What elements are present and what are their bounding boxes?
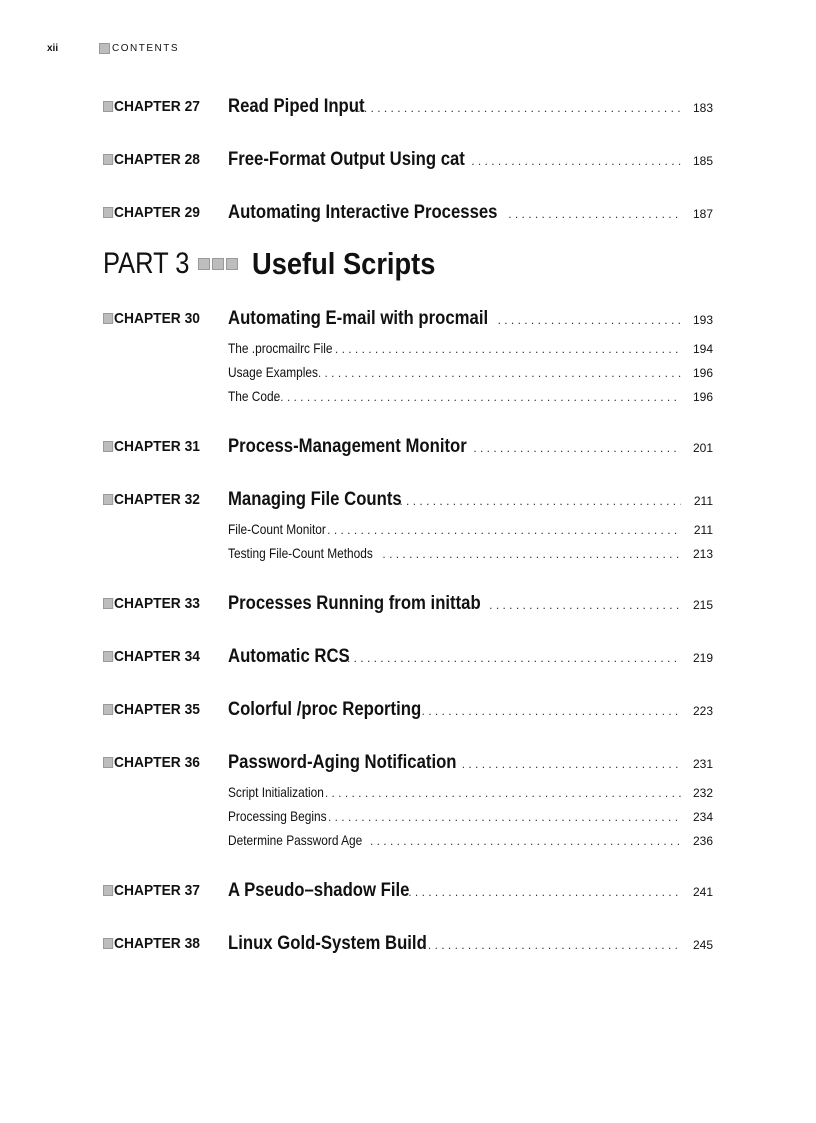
page-number: xii (47, 43, 59, 54)
chapter-label-text: CHAPTER 37 (114, 882, 200, 899)
chapter-entry (103, 593, 713, 615)
chapter-page-number: 231 (692, 757, 713, 771)
chapter-label (103, 151, 218, 168)
chapter-title: Colorful /proc Reporting (228, 699, 422, 720)
chapter-label (103, 648, 218, 665)
square-bullet-icon (103, 704, 113, 715)
square-bullet-icon (103, 101, 113, 112)
dot-leader (318, 366, 681, 380)
section-title: Processing Begins (228, 808, 327, 824)
dot-leader (327, 523, 681, 537)
chapter-entry (103, 489, 713, 569)
chapter-entry (103, 646, 713, 668)
chapter-entry-line (228, 149, 713, 171)
section-list (228, 521, 713, 569)
chapter-entry-line (228, 880, 713, 902)
chapters-before-part (103, 96, 713, 224)
chapter-title: Automatic RCS (228, 646, 350, 667)
part-label: PART 3 (103, 247, 190, 280)
chapter-entry (103, 699, 713, 721)
chapter-row[interactable] (103, 699, 713, 721)
part-title: Useful Scripts (252, 246, 436, 281)
square-bullet-icon (103, 207, 113, 218)
chapters-after-part (103, 308, 713, 955)
square-bullet-icon (103, 651, 113, 662)
chapter-label-text: CHAPTER 32 (114, 491, 200, 508)
part-squares-icon (198, 258, 240, 270)
chapter-page-number: 245 (692, 938, 713, 952)
chapter-row[interactable] (103, 593, 713, 615)
square-bullet-icon (103, 313, 113, 324)
chapter-label-text: CHAPTER 38 (114, 935, 200, 952)
chapter-label-text: CHAPTER 27 (114, 98, 200, 115)
chapter-title: Managing File Counts (228, 489, 402, 510)
dot-leader (328, 810, 681, 824)
section-list (228, 784, 713, 856)
chapter-label (103, 595, 218, 612)
chapter-label-text: CHAPTER 30 (114, 310, 200, 327)
chapter-row[interactable] (103, 96, 713, 118)
section-row[interactable] (228, 521, 713, 545)
section-row[interactable] (228, 832, 713, 856)
chapter-page-number: 201 (692, 441, 713, 455)
chapter-label-text: CHAPTER 33 (114, 595, 200, 612)
dot-leader (508, 207, 681, 221)
dot-leader (399, 494, 681, 508)
chapter-row[interactable] (103, 646, 713, 668)
chapter-entry (103, 933, 713, 955)
dot-leader (422, 704, 681, 718)
chapter-entry-line (228, 436, 713, 458)
section-title: Determine Password Age (228, 832, 363, 848)
dot-leader (340, 651, 681, 665)
section-title: The .procmailrc File (228, 340, 333, 356)
chapter-label-text: CHAPTER 31 (114, 438, 200, 455)
table-of-contents (103, 96, 713, 955)
chapter-row[interactable] (103, 933, 713, 955)
chapter-label (103, 491, 218, 508)
dot-leader (370, 834, 681, 848)
square-bullet-icon (103, 494, 113, 505)
chapter-page-number: 223 (692, 704, 713, 718)
chapter-row[interactable] (103, 149, 713, 171)
chapter-title: A Pseudo–shadow File (228, 880, 410, 901)
chapter-row[interactable] (103, 202, 713, 224)
section-title: The Code (228, 388, 281, 404)
section-page-number: 194 (692, 342, 713, 356)
chapter-label-text: CHAPTER 29 (114, 204, 200, 221)
chapter-entry-line (228, 593, 713, 615)
dot-leader (335, 342, 681, 356)
dot-leader (462, 757, 681, 771)
section-list (228, 340, 713, 412)
chapter-page-number: 193 (692, 313, 713, 327)
chapter-label (103, 204, 218, 221)
chapter-entry (103, 149, 713, 171)
section-page-number: 234 (692, 810, 713, 824)
chapter-label (103, 701, 218, 718)
section-title: Usage Examples (228, 364, 318, 380)
dot-leader (471, 154, 681, 168)
chapter-entry (103, 752, 713, 856)
chapter-page-number: 187 (692, 207, 713, 221)
dot-leader (325, 786, 681, 800)
square-bullet-icon (103, 885, 113, 896)
chapter-label (103, 754, 218, 771)
chapter-label (103, 98, 218, 115)
chapter-title: Password-Aging Notification (228, 752, 457, 773)
section-title: Script Initialization (228, 784, 324, 800)
chapter-title: Free-Format Output Using cat (228, 149, 465, 170)
chapter-page-number: 183 (692, 101, 713, 115)
chapter-page-number: 219 (692, 651, 713, 665)
section-page-number: 213 (692, 547, 713, 561)
section-row[interactable] (228, 364, 713, 388)
chapter-page-number: 241 (692, 885, 713, 899)
section-page-number: 196 (692, 366, 713, 380)
dot-leader (473, 441, 681, 455)
chapter-entry-line (228, 308, 713, 330)
chapter-label-text: CHAPTER 34 (114, 648, 200, 665)
square-bullet-icon (99, 43, 110, 54)
chapter-label-text: CHAPTER 28 (114, 151, 200, 168)
chapter-entry-line (228, 202, 713, 224)
square-bullet-icon (103, 938, 113, 949)
chapter-label (103, 438, 218, 455)
dot-leader (382, 547, 681, 561)
chapter-entry (103, 880, 713, 902)
chapter-entry (103, 96, 713, 118)
chapter-title: Processes Running from inittab (228, 593, 481, 614)
chapter-label (103, 935, 218, 952)
chapter-entry-line (228, 699, 713, 721)
section-page-number: 196 (692, 390, 713, 404)
square-bullet-icon (103, 757, 113, 768)
dot-leader (489, 598, 681, 612)
square-bullet-icon (103, 441, 113, 452)
section-title: File-Count Monitor (228, 521, 326, 537)
chapter-row[interactable] (103, 880, 713, 902)
chapter-label-text: CHAPTER 35 (114, 701, 200, 718)
section-page-number: 232 (692, 786, 713, 800)
chapter-title: Process-Management Monitor (228, 436, 467, 457)
section-row[interactable] (228, 784, 713, 808)
section-row[interactable] (228, 545, 713, 569)
chapter-row[interactable] (103, 752, 713, 774)
chapter-label (103, 882, 218, 899)
section-title: CONTENTS (112, 43, 179, 54)
chapter-entry-line (228, 96, 713, 118)
square-bullet-icon (103, 154, 113, 165)
running-header (47, 43, 179, 54)
chapter-entry-line (228, 646, 713, 668)
chapter-row[interactable] (103, 308, 713, 330)
square-bullet-icon (103, 598, 113, 609)
dot-leader (357, 101, 681, 115)
chapter-entry-line (228, 933, 713, 955)
chapter-label-text: CHAPTER 36 (114, 754, 200, 771)
chapter-entry-line (228, 489, 713, 511)
chapter-label (103, 310, 218, 327)
chapter-row[interactable] (103, 436, 713, 458)
chapter-entry (103, 436, 713, 458)
chapter-page-number: 215 (692, 598, 713, 612)
dot-leader (498, 313, 681, 327)
part-heading (103, 246, 713, 282)
section-row[interactable] (228, 388, 713, 412)
section-row[interactable] (228, 340, 713, 364)
chapter-entry-line (228, 752, 713, 774)
chapter-title: Read Piped Input (228, 96, 365, 117)
chapter-page-number: 185 (692, 154, 713, 168)
chapter-title: Linux Gold-System Build (228, 933, 427, 954)
chapter-page-number: 211 (693, 494, 713, 508)
dot-leader (408, 885, 681, 899)
chapter-entry (103, 308, 713, 412)
chapter-title: Automating Interactive Processes (228, 202, 498, 223)
chapter-row[interactable] (103, 489, 713, 511)
section-row[interactable] (228, 808, 713, 832)
section-page-number: 211 (693, 523, 713, 537)
chapter-entry (103, 202, 713, 224)
dot-leader (428, 938, 681, 952)
dot-leader (273, 390, 681, 404)
section-page-number: 236 (692, 834, 713, 848)
section-title: Testing File-Count Methods (228, 545, 373, 561)
chapter-title: Automating E-mail with procmail (228, 308, 489, 329)
